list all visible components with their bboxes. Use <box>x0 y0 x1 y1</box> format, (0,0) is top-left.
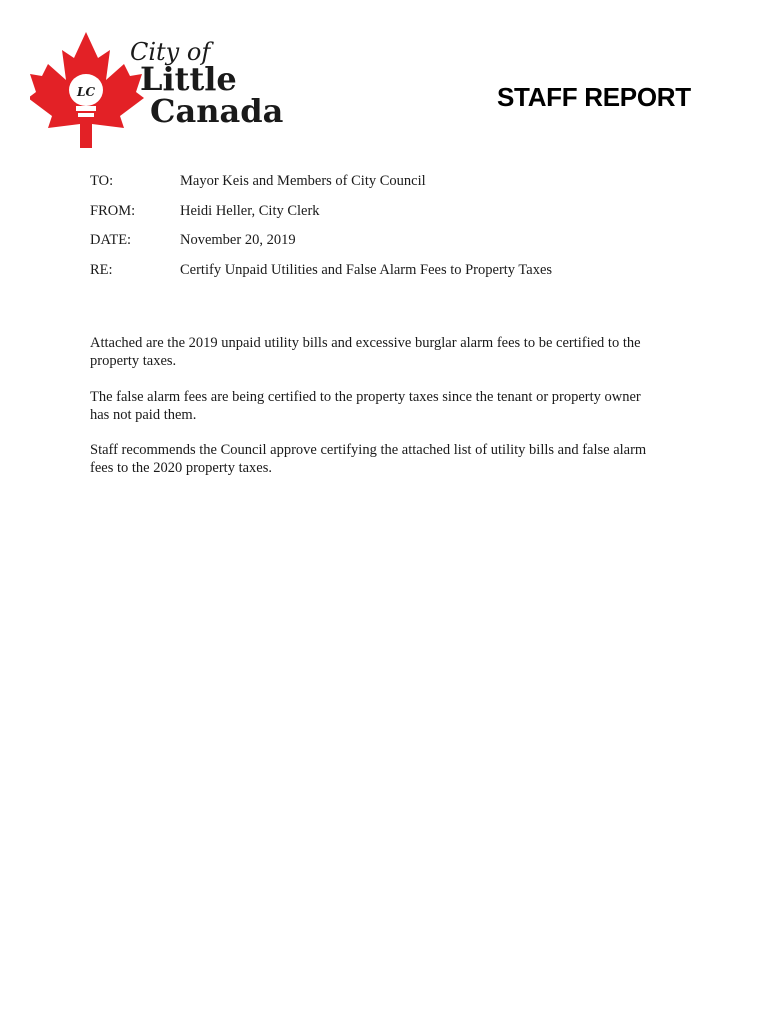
body-paragraph-1-line-2: property taxes. <box>90 353 177 369</box>
memo-date-label: DATE: <box>90 232 132 248</box>
body-paragraph-2 <box>90 388 690 424</box>
memo-from-label: FROM: <box>90 203 136 219</box>
report-title: STAFF REPORT <box>497 82 691 112</box>
body-paragraph-1 <box>90 334 690 370</box>
body-paragraph-1-line-1: Attached are the 2019 unpaid utility bills and excessive burglar alarm fees to be certified to the <box>90 335 641 351</box>
memo-to-label: TO: <box>90 173 114 189</box>
body-paragraph-2-line-1: The false alarm fees are being certified to the property taxes since the tenant or property owner <box>90 389 641 405</box>
logo-monogram: LC <box>77 85 95 99</box>
logo-text-canada: Canada <box>150 92 284 130</box>
memo-from-value: Heidi Heller, City Clerk <box>180 203 320 219</box>
logo-text-little: Little <box>140 60 237 98</box>
body-paragraph-3-line-2: fees to the 2020 property taxes. <box>90 460 273 476</box>
body-paragraph-3 <box>90 441 690 477</box>
body-paragraph-2-line-2: has not paid them. <box>90 407 197 423</box>
memo-re-label: RE: <box>90 262 113 278</box>
memo-re-value: Certify Unpaid Utilities and False Alarm Fees to Property Taxes <box>180 262 553 278</box>
memo-date-value: November 20, 2019 <box>180 232 296 248</box>
memo-to-value: Mayor Keis and Members of City Council <box>180 173 426 189</box>
body-paragraph-3-line-1: Staff recommends the Council approve certifying the attached list of utility bills and false alarm <box>90 442 647 458</box>
city-logo <box>30 30 310 155</box>
logo-text-city-of: City of <box>130 38 211 66</box>
